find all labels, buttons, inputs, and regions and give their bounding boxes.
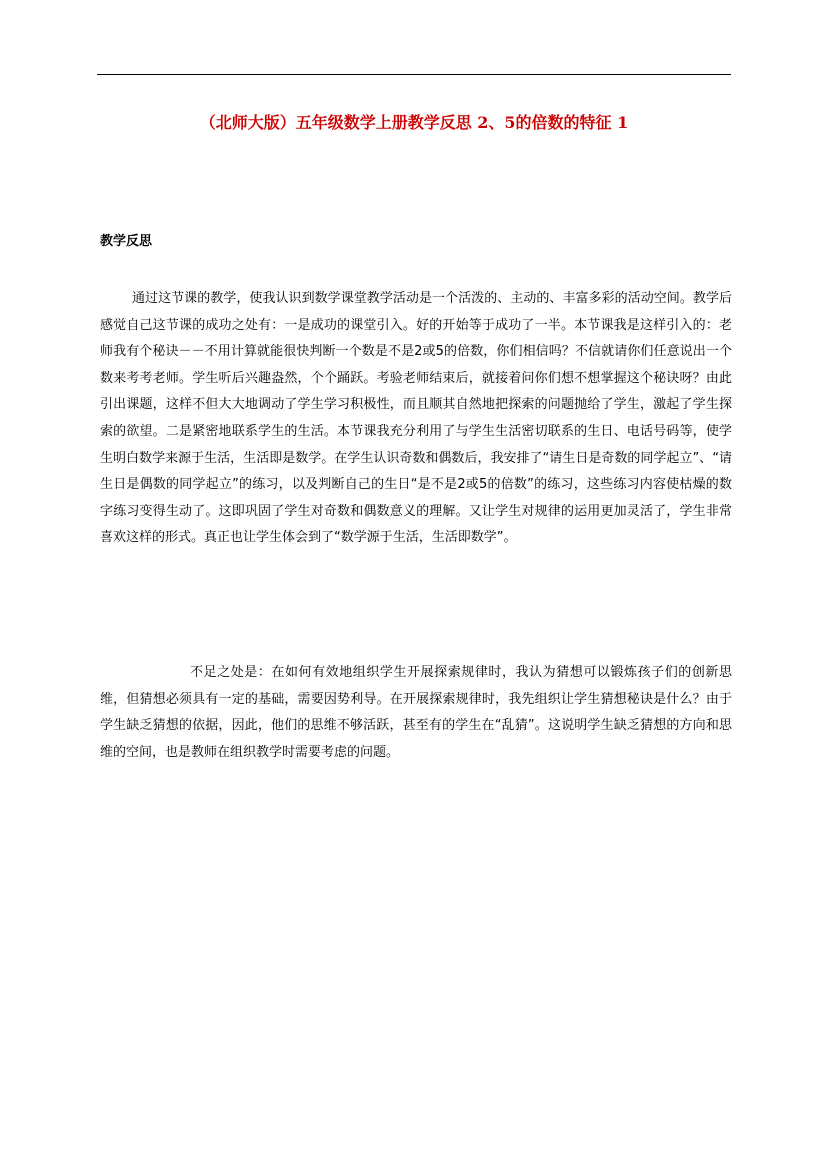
paragraph-shortcomings: 不足之处是：在如何有效地组织学生开展探索规律时，我认为猜想可以锻炼孩子们的创新思维，但猜想必须具有一定的基础，需要因势利导。在开展探索规律时，我先组织让学生猜想秘诀是什么？由于学生缺乏猜想的依据，因此，他们的思维不够活跃，甚至有的学生在“乱猜”。这说明学生缺乏猜想的方向和思维的空间，也是教师在组织教学时需要考虑的问题。 bbox=[100, 665, 732, 760]
header-rule bbox=[97, 74, 731, 75]
section-heading: 教学反思 bbox=[100, 234, 153, 249]
document-title: （北师大版）五年级数学上册教学反思 2、5的倍数的特征 1 bbox=[199, 113, 629, 132]
paragraph-reflection: 通过这节课的教学，使我认识到数学课堂教学活动是一个活泼的、主动的、丰富多彩的活动空间。教学后感觉自己这节课的成功之处有：一是成功的课堂引入。好的开始等于成功了一半。本节课我是这样引入的：老师我有个秘诀－－不用计算就能很快判断一个数是不是2或5的倍数，你们相信吗？不信就请你们任意说出一个数来考考老师。学生听后兴趣盎然，个个踊跃。考验老师结束后，就接着问你们想不想掌握这个秘诀呀？由此引出课题，这样不但大大地调动了学生学习积极性，而且顺其自然地把探索的问题抛给了学生，激起了学生探索的欲望。二是紧密地联系学生的生活。本节课我充分利用了与学生生活密切联系的生日、电话号码等，使学生明白数学来源于生活，生活即是数学。在学生认识奇数和偶数后，我安排了“请生日是奇数的同学起立”、“请生日是偶数的同学起立”的练习，以及判断自己的生日“是不是2或5的倍数”的练习，这些练习内容使枯燥的数字练习变得生动了。这即巩固了学生对奇数和偶数意义的理解。又让学生对规律的运用更加灵活了，学生非常喜欢这样的形式。真正也让学生体会到了“数学源于生活，生活即数学”。 bbox=[100, 291, 732, 546]
